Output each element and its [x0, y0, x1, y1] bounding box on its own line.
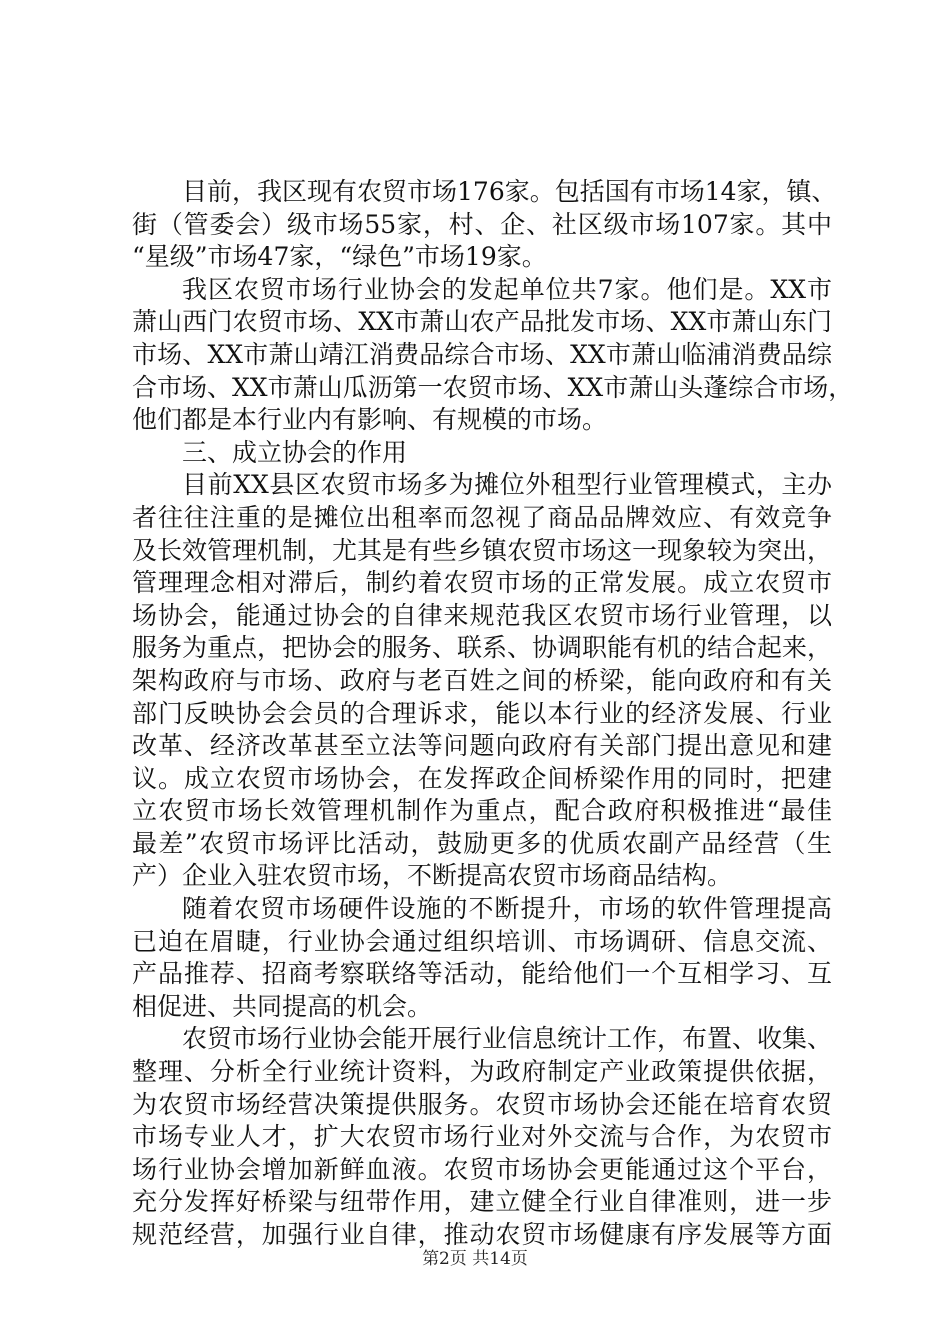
text-line: 随着农贸市场硬件设施的不断提升，市场的软件管理提高	[182, 894, 832, 924]
text-line: 改革、经济改革甚至立法等问题向政府有关部门提出意见和建	[132, 731, 832, 761]
text-line: 目前XX县区农贸市场多为摊位外租型行业管理模式，主办	[182, 470, 832, 500]
paragraph-association-role	[132, 469, 832, 893]
text-line: 规范经营，加强行业自律，推动农贸市场健康有序发展等方面	[132, 1220, 832, 1249]
text-line: 农贸市场行业协会能开展行业信息统计工作，布置、收集、	[182, 1024, 833, 1054]
section-heading	[132, 437, 832, 470]
text-line: 产品推荐、招商考察联络等活动，能给他们一个互相学习、互	[132, 959, 832, 989]
section-heading-text: 三、成立协会的作用	[182, 437, 408, 467]
text-line: 产）企业入驻农贸市场，不断提高农贸市场商品结构。	[132, 861, 733, 891]
text-line: 街（管委会）级市场55家，村、企、社区级市场107家。其中	[132, 209, 832, 239]
text-line: 者往往注重的是摊位出租率而忽视了商品品牌效应、有效竞争	[132, 502, 832, 532]
text-line: 部门反映协会会员的合理诉求，能以本行业的经济发展、行业	[132, 698, 832, 728]
text-line: 萧山西门农贸市场、XX市萧山农产品批发市场、XX市萧山东门	[132, 307, 832, 337]
text-line: 及长效管理机制，尤其是有些乡镇农贸市场这一现象较为突出，	[132, 535, 833, 565]
paragraph-software-management	[132, 893, 832, 1023]
text-line: 他们都是本行业内有影响、有规模的市场。	[132, 405, 608, 435]
text-line: 场协会，能通过协会的自律来规范我区农贸市场行业管理，以	[132, 600, 832, 630]
text-line: 管理理念相对滞后，制约着农贸市场的正常发展。成立农贸市	[132, 568, 832, 598]
text-line: “星级”市场47家，“绿色”市场19家。	[132, 242, 547, 272]
page-number-footer: 第2页 共14页	[422, 1249, 528, 1269]
paragraph-founding-units	[132, 274, 854, 437]
text-line: 市场、XX市萧山靖江消费品综合市场、XX市萧山临浦消费品综	[132, 339, 832, 369]
text-line: 合市场、XX市萧山瓜沥第一农贸市场、XX市萧山头蓬综合市场，	[132, 372, 854, 402]
text-line: 整理、分析全行业统计资料，为政府制定产业政策提供依据，	[132, 1057, 832, 1087]
text-line: 场行业协会增加新鲜血液。农贸市场协会更能通过这个平台，	[132, 1154, 832, 1184]
text-line: 最差”农贸市场评比活动，鼓励更多的优质农副产品经营（生	[132, 828, 832, 858]
text-line: 议。成立农贸市场协会，在发挥政企间桥梁作用的同时，把建	[132, 763, 832, 793]
text-line: 充分发挥好桥梁与纽带作用，建立健全行业自律准则，进一步	[132, 1187, 832, 1217]
text-line: 为农贸市场经营决策提供服务。农贸市场协会还能在培育农贸	[132, 1089, 832, 1119]
paragraph-statistics-work	[132, 1023, 832, 1251]
text-line: 我区农贸市场行业协会的发起单位共7家。他们是。XX市	[182, 274, 832, 304]
document-body	[132, 176, 854, 1252]
text-line: 已迫在眉睫，行业协会通过组织培训、市场调研、信息交流、	[132, 926, 832, 956]
text-line: 立农贸市场长效管理机制作为重点，配合政府积极推进“最佳	[132, 796, 832, 826]
text-line: 市场专业人才，扩大农贸市场行业对外交流与合作，为农贸市	[132, 1122, 832, 1152]
text-line: 目前，我区现有农贸市场176家。包括国有市场14家，镇、	[182, 177, 837, 206]
text-line: 服务为重点，把协会的服务、联系、协调职能有机的结合起来，	[132, 633, 833, 663]
text-line: 架构政府与市场、政府与老百姓之间的桥梁，能向政府和有关	[132, 665, 832, 695]
text-line: 相促进、共同提高的机会。	[132, 991, 433, 1021]
paragraph-market-count	[132, 176, 837, 274]
